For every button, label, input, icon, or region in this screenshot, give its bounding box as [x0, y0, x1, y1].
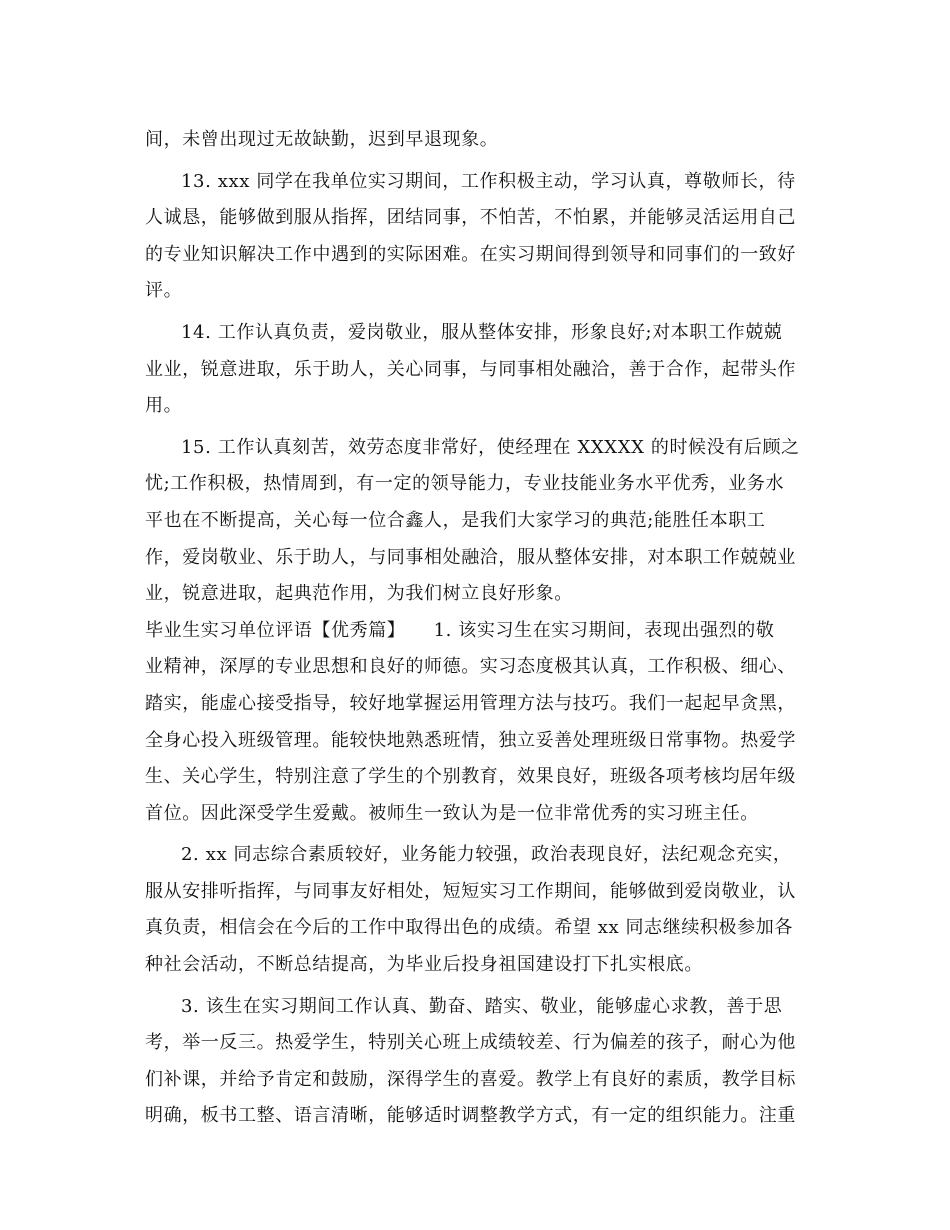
- text-line: 全身心投入班级管理。能较快地熟悉班情，独立妥善处理班级日常事物。热爱学: [145, 729, 796, 751]
- text-line: 14. 工作认真负责，爱岗敬业，服从整体安排，形象良好;对本职工作兢兢: [181, 321, 783, 343]
- text-line: 服从安排听指挥，与同事友好相处，短短实习工作期间，能够做到爱岗敬业，认: [145, 880, 796, 902]
- text-line: 间，未曾出现过无故缺勤，迟到早退现象。: [145, 129, 499, 150]
- text-line: 业业，锐意进取，乐于助人，关心同事，与同事相处融洽，善于合作，起带头作: [145, 358, 796, 380]
- text-line: 作，爱岗敬业、乐于助人，与同事相处融洽，服从整体安排，对本职工作兢兢业: [145, 546, 796, 568]
- text-line: 15. 工作认真刻苦，效劳态度非常好，使经理在 XXXXX 的时候没有后顾之: [181, 436, 800, 458]
- text-line: 首位。因此深受学生爱戴。被师生一致认为是一位非常优秀的实习班主任。: [145, 802, 759, 824]
- text-line: 种社会活动，不断总结提高，为毕业后投身祖国建设打下扎实根底。: [145, 954, 703, 976]
- text-line: 忧;工作积极，热情周到，有一定的领导能力，专业技能业务水平优秀，业务水: [145, 473, 785, 495]
- text-line: 3. 该生在实习期间工作认真、勤奋、踏实、敬业，能够虚心求教，善于思: [181, 995, 783, 1017]
- text-line: 毕业生实习单位评语【优秀篇】 1. 该实习生在实习期间，表现出强烈的敬: [145, 619, 775, 641]
- text-line: 业精神，深厚的专业思想和良好的师德。实习态度极其认真，工作积极、细心、: [145, 656, 796, 678]
- text-line: 的专业知识解决工作中遇到的实际困难。在实习期间得到领导和同事们的一致好: [145, 243, 796, 265]
- text-line: 真负责，相信会在今后的工作中取得出色的成绩。希望 xx 同志继续积极参加各: [145, 917, 793, 939]
- text-line: 考，举一反三。热爱学生，特别关心班上成绩较差、行为偏差的孩子，耐心为他: [145, 1032, 796, 1054]
- text-line: 生、关心学生，特别注意了学生的个别教育，效果良好，班级各项考核均居年级: [145, 766, 796, 788]
- text-line: 平也在不断提高，关心每一位合鑫人，是我们大家学习的典范;能胜任本职工: [145, 509, 766, 531]
- document-body: [145, 122, 805, 1135]
- text-line: 人诚恳，能够做到服从指挥，团结同事，不怕苦，不怕累，并能够灵活运用自己: [145, 207, 796, 229]
- text-line: 2. xx 同志综合素质较好，业务能力较强，政治表现良好，法纪观念充实，: [181, 844, 792, 866]
- text-line: 业，锐意进取，起典范作用，为我们树立良好形象。: [145, 583, 573, 605]
- text-line: 13. xxx 同学在我单位实习期间，工作积极主动，学习认真，尊敬师长，待: [181, 170, 796, 192]
- text-line: 用。: [145, 395, 183, 417]
- text-line: 踏实，能虚心接受指导，较好地掌握运用管理方法与技巧。我们一起起早贪黑，: [145, 692, 796, 714]
- text-line: 评。: [145, 280, 183, 302]
- text-line: 们补课，并给予肯定和鼓励，深得学生的喜爱。教学上有良好的素质，教学目标: [145, 1068, 796, 1090]
- text-line: 明确，板书工整、语言清晰，能够适时调整教学方式，有一定的组织能力。注重: [145, 1105, 796, 1127]
